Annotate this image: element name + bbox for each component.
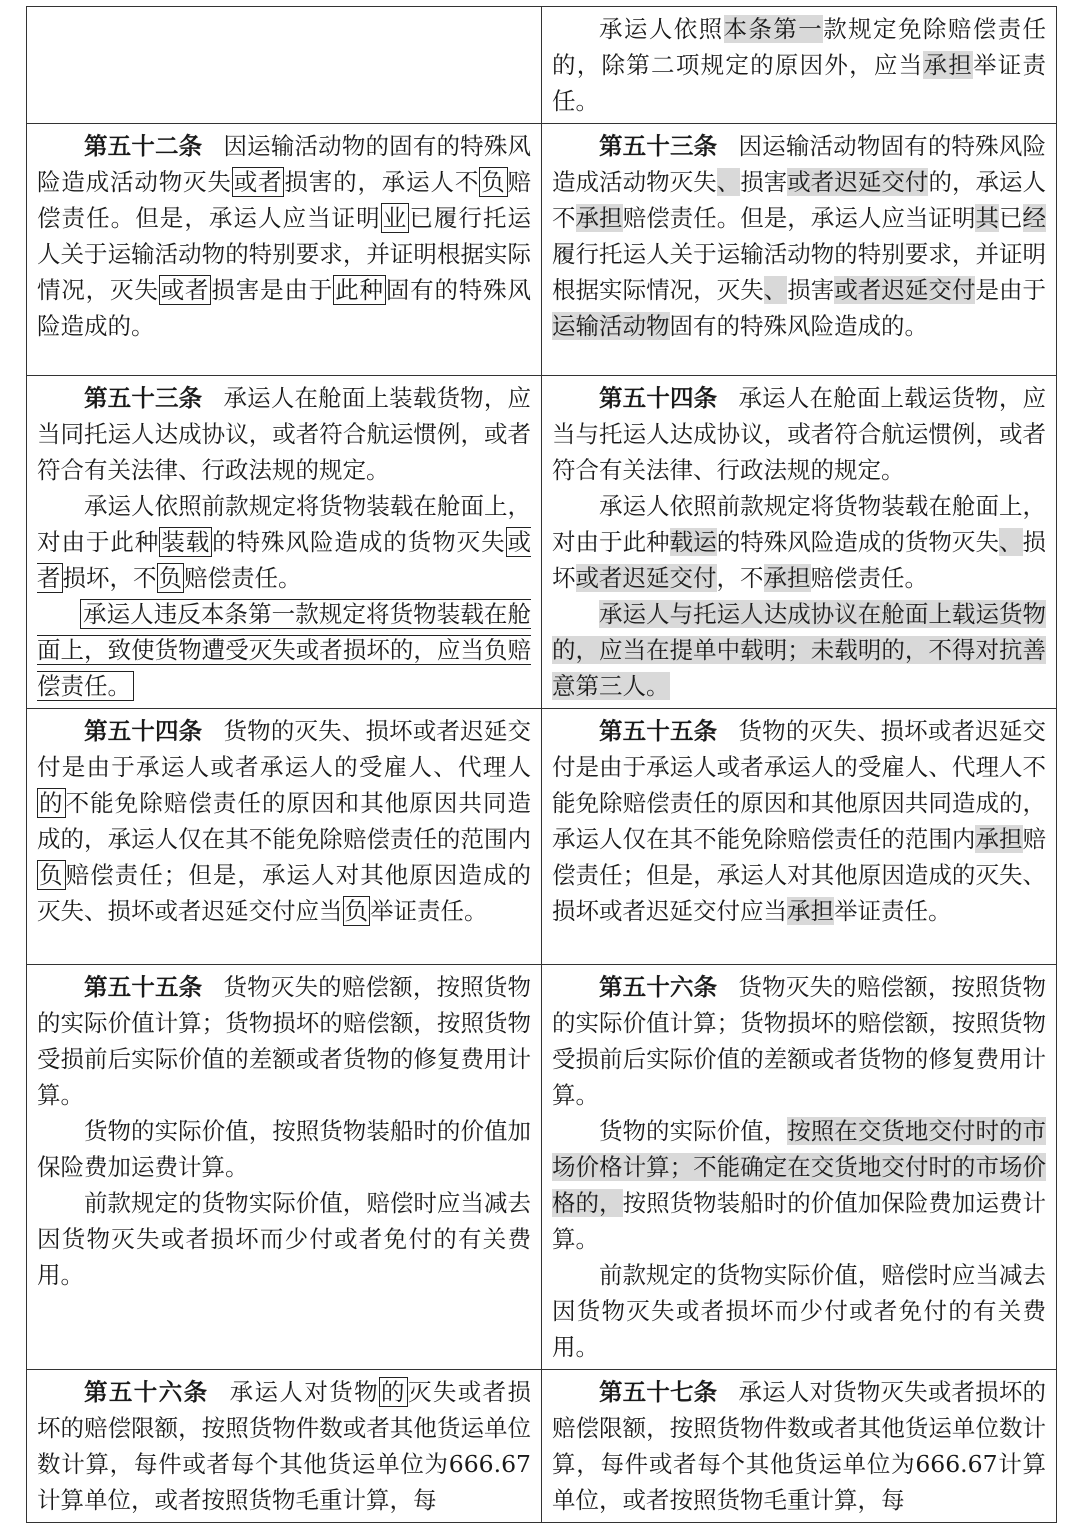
article-paragraph bbox=[37, 713, 531, 929]
text-segment: 不能免除赔偿责任的原因和其他原因共同造成的，承运人仅在其不能免除赔偿责任的范围内 bbox=[37, 789, 532, 853]
highlighted-text: 承运人与托运人达成协议在舱面上载运货物的，应当在提单中载明；未载明的，不得对抗善意第三人。 bbox=[552, 600, 1046, 700]
table-row bbox=[27, 965, 1057, 1370]
table-row bbox=[27, 124, 1057, 376]
text-segment: 承运人在舱面上装载货物，应当同托运人达成协议，或者符合航运惯例，或者符合有关法律、行政法规的规定。 bbox=[37, 384, 532, 484]
text-segment: 承运人依照前款规定将货物装载在舱面上，对由于此种 bbox=[37, 492, 531, 556]
table-row bbox=[27, 376, 1057, 709]
article-paragraph bbox=[552, 1113, 1046, 1257]
boxed-text: 负 bbox=[344, 897, 368, 925]
boxed-text: 负 bbox=[158, 564, 182, 592]
article-paragraph bbox=[552, 969, 1046, 1113]
text-segment: 赔偿责任；但是，承运人对其他原因造成的灭失、损坏或者迟延交付应当 bbox=[552, 825, 1047, 925]
text-segment: 赔偿责任。但是，承运人应当证明 bbox=[622, 204, 976, 232]
old-article-cell bbox=[27, 7, 542, 124]
article-number: 第五十六条 bbox=[84, 1378, 209, 1406]
text-segment: 按照货物装船时的价值加保险费加运费计算。 bbox=[552, 1189, 1047, 1253]
article-paragraph bbox=[552, 596, 1046, 704]
text-segment: 举证责任。 bbox=[370, 897, 488, 925]
article-paragraph bbox=[552, 1374, 1046, 1518]
text-segment: 灭失或者损坏的赔偿限额，按照货物件数或者其他货运单位数计算，每件或者每个其他货运单位为666.67计算单位，或者按照货物毛重计算，每 bbox=[37, 1378, 532, 1514]
article-number: 第五十五条 bbox=[84, 973, 203, 1001]
highlighted-text: 或者迟延交付 bbox=[834, 276, 976, 304]
new-article-cell bbox=[542, 124, 1057, 376]
article-paragraph bbox=[552, 713, 1046, 929]
article-paragraph bbox=[37, 596, 531, 704]
highlighted-text: 承担 bbox=[575, 204, 623, 232]
new-article-cell bbox=[542, 965, 1057, 1370]
highlighted-text: 承担 bbox=[923, 51, 973, 79]
article-number: 第五十四条 bbox=[84, 717, 203, 745]
text-segment: 举证责任。 bbox=[552, 51, 1047, 115]
boxed-text: 的 bbox=[381, 1378, 406, 1406]
highlighted-text: 承担 bbox=[975, 825, 1023, 853]
text-segment: 已 bbox=[999, 204, 1023, 232]
text-segment: 赔偿责任。 bbox=[810, 564, 928, 592]
text-segment: 承运人对货物灭失或者损坏的赔偿限额，按照货物件数或者其他货运单位数计算，每件或者每个其他货运单位为666.67计算单位，或者按照货物毛重计算，每 bbox=[552, 1378, 1047, 1514]
text-segment: 举证责任。 bbox=[834, 897, 952, 925]
text-segment: 赔偿责任；但是，承运人对其他原因造成的灭失、损坏或者迟延交付应当 bbox=[37, 861, 532, 925]
comparison-page bbox=[26, 6, 1056, 1514]
text-segment: 货物的灭失、损坏或者迟延交付是由于承运人或者承运人的受雇人、代理人不能免除赔偿责任的原因和其他原因共同造成的，承运人仅在其不能免除赔偿责任的范围内 bbox=[552, 717, 1047, 853]
boxed-text: 此种 bbox=[335, 276, 384, 304]
article-paragraph bbox=[552, 488, 1046, 596]
text-segment: 赔偿责任。但是，承运人应当证明 bbox=[37, 168, 532, 232]
article-paragraph bbox=[37, 1374, 531, 1518]
text-segment: 固有的特殊风险造成的。 bbox=[37, 276, 532, 340]
highlighted-text: 按照在交货地交付时的市场价格计算；不能确定在交货地交付时的市场价格的， bbox=[552, 1117, 1047, 1217]
highlighted-text: 或者迟延交付 bbox=[575, 564, 717, 592]
old-article-cell bbox=[27, 709, 542, 965]
article-paragraph bbox=[552, 380, 1046, 488]
text-segment: 货物的实际价值， bbox=[599, 1117, 788, 1145]
article-number: 第五十四条 bbox=[599, 384, 718, 412]
article-number: 第五十三条 bbox=[84, 384, 203, 412]
article-paragraph bbox=[552, 128, 1046, 344]
law-comparison-table bbox=[26, 6, 1057, 1523]
text-segment: 是由于 bbox=[975, 276, 1047, 304]
table-row bbox=[27, 1370, 1057, 1523]
article-number: 第五十二条 bbox=[84, 132, 203, 160]
text-segment: 的，承运人不 bbox=[552, 168, 1047, 232]
old-article-cell bbox=[27, 1370, 542, 1523]
highlighted-text: 其 bbox=[975, 204, 999, 232]
boxed-text: 的 bbox=[39, 789, 64, 817]
new-article-cell bbox=[542, 1370, 1057, 1523]
text-segment: 固有的特殊风险造成的。 bbox=[669, 312, 928, 340]
article-paragraph bbox=[37, 1113, 531, 1185]
highlighted-text: 承担 bbox=[787, 897, 834, 925]
text-segment: 货物的灭失、损坏或者迟延交付是由于承运人或者承运人的受雇人、代理人 bbox=[37, 717, 532, 781]
article-paragraph bbox=[37, 969, 531, 1113]
text-segment: 损坏，不 bbox=[62, 564, 157, 592]
new-article-cell bbox=[542, 709, 1057, 965]
old-article-cell bbox=[27, 965, 542, 1370]
table-row bbox=[27, 709, 1057, 965]
text-segment: 的特殊风险造成的货物灭失 bbox=[212, 528, 506, 556]
text-segment: 承运人在舱面上载运货物，应当与托运人达成协议，或者符合航运惯例，或者符合有关法律、行政法规的规定。 bbox=[552, 384, 1047, 484]
highlighted-text: 、 bbox=[763, 276, 788, 304]
text-segment: 的特殊风险造成的货物灭失 bbox=[716, 528, 999, 556]
boxed-text: 或者 bbox=[160, 276, 210, 304]
text-segment: 已履行托运人关于运输活动物的特别要求，并证明根据实际情况，灭失 bbox=[37, 204, 532, 304]
boxed-text: 业 bbox=[382, 204, 408, 232]
text-segment: 前款规定的货物实际价值，赔偿时应当减去因货物灭失或者损坏而少付或者免付的有关费用。 bbox=[552, 1261, 1046, 1361]
text-segment: ，不 bbox=[716, 564, 764, 592]
highlighted-text: 运输活动物 bbox=[552, 312, 670, 340]
text-segment: 损害的，承运人不 bbox=[284, 168, 480, 196]
new-article-cell bbox=[542, 376, 1057, 709]
article-number: 第五十三条 bbox=[599, 132, 718, 160]
article-paragraph bbox=[552, 11, 1046, 119]
highlighted-text: 本条第一 bbox=[723, 15, 824, 43]
article-number: 第五十五条 bbox=[599, 717, 718, 745]
highlighted-text: 或者迟延交付 bbox=[787, 168, 929, 196]
article-number: 第五十六条 bbox=[599, 973, 718, 1001]
text-segment: 损害是由于 bbox=[211, 276, 334, 304]
text-segment: 承运人依照前款规定将货物装载在舱面上，对由于此种 bbox=[552, 492, 1046, 556]
text-segment: 货物的实际价值，按照货物装船时的价值加保险费加运费计算。 bbox=[37, 1117, 531, 1181]
highlighted-text: 承担 bbox=[763, 564, 811, 592]
highlighted-text: 、 bbox=[716, 168, 741, 196]
old-article-cell bbox=[27, 124, 542, 376]
text-segment: 款规定免除赔偿责任的，除第二项规定的原因外，应当 bbox=[552, 15, 1047, 79]
text-segment: 承运人依照 bbox=[599, 15, 724, 43]
article-paragraph bbox=[37, 128, 531, 344]
table-row bbox=[27, 7, 1057, 124]
highlighted-text: 载运 bbox=[669, 528, 717, 556]
article-paragraph bbox=[37, 380, 531, 488]
article-number: 第五十七条 bbox=[599, 1378, 718, 1406]
text-segment: 履行托运人关于运输活动物的特别要求，并证明根据实际情况，灭失 bbox=[552, 240, 1046, 304]
boxed-text: 或者 bbox=[233, 168, 283, 196]
new-article-cell bbox=[542, 7, 1057, 124]
highlighted-text: 经 bbox=[1022, 204, 1047, 232]
text-segment: 承运人对货物 bbox=[229, 1378, 380, 1406]
text-segment: 赔偿责任。 bbox=[184, 564, 302, 592]
text-segment: 因运输活动物固有的特殊风险造成活动物灭失 bbox=[552, 132, 1047, 196]
text-segment: 损害 bbox=[740, 168, 788, 196]
article-paragraph bbox=[37, 488, 531, 596]
article-paragraph bbox=[552, 1257, 1046, 1365]
highlighted-text: 、 bbox=[999, 528, 1023, 556]
boxed-text: 或者 bbox=[37, 528, 532, 592]
text-segment: 货物灭失的赔偿额，按照货物的实际价值计算；货物损坏的赔偿额，按照货物受损前后实际价值的差额或者货物的修复费用计算。 bbox=[37, 973, 532, 1109]
boxed-paragraph: 承运人违反本条第一款规定将货物装载在舱面上，致使货物遭受灭失或者损坏的，应当负赔偿责任。 bbox=[37, 600, 531, 700]
text-segment: 损坏 bbox=[552, 528, 1047, 592]
text-segment: 货物灭失的赔偿额，按照货物的实际价值计算；货物损坏的赔偿额，按照货物受损前后实际价值的差额或者货物的修复费用计算。 bbox=[552, 973, 1047, 1109]
boxed-text: 负 bbox=[39, 861, 64, 889]
text-segment: 损害 bbox=[787, 276, 835, 304]
boxed-text: 装载 bbox=[161, 528, 211, 556]
article-paragraph bbox=[37, 1185, 531, 1293]
text-segment: 因运输活动物的固有的特殊风险造成活动物灭失 bbox=[37, 132, 532, 196]
old-article-cell bbox=[27, 376, 542, 709]
text-segment: 前款规定的货物实际价值，赔偿时应当减去因货物灭失或者损坏而少付或者免付的有关费用。 bbox=[37, 1189, 531, 1289]
boxed-text: 负 bbox=[481, 168, 506, 196]
